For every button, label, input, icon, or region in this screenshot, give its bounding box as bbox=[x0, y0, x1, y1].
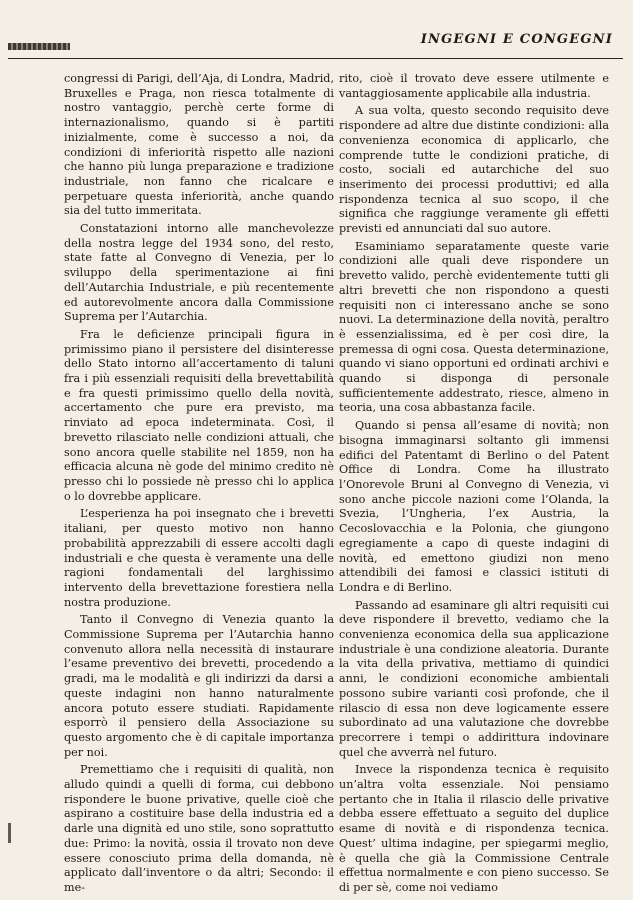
paragraph: Tanto il Convegno di Venezia quanto la Commissione Suprema per l’Autarchia hanno convenuto allora nella necessità di instaurare l’esame preventivo dei brevetti, procedendo a gradi, ma le modalità e gli indirizzi da darsi a queste indagini non hanno naturalmente ancora potuto essere studiati. Rapidamente esporrò il pensiero della Associazione su questo argomento che è di capitale importanza per noi. bbox=[64, 613, 334, 759]
paragraph: Constatazioni intorno alle manchevolezze della nostra legge del 1934 sono, del resto, state fatte al Convegno di Venezia, per lo sviluppo della sperimentazione ai fini dell’Autarchia Industriale, e più recentemente ed autorevolmente ancora dalla Commissione Suprema per l’Autarchia. bbox=[64, 222, 334, 324]
paragraph: rito, cioè il trovato deve essere utilmente e vantaggiosamente applicabile alla industria. bbox=[339, 72, 609, 100]
paragraph: Passando ad esaminare gli altri requisiti cui deve rispondere il brevetto, vediamo che la convenienza economica della sua applicazione industriale è una condizione aleatoria. Durante la vita della privativa, mettiamo di quindici anni, le condizioni economiche ambientali possono subire varianti così profonde, che il rilascio di essa non deve logicamente essere subordinato ad una valutazione che dovrebbe precorrere i tempi o addirittura indovinare quel che avverrà nel futuro. bbox=[339, 598, 609, 759]
paragraph: Invece la rispondenza tecnica è requisito un’altra volta essenziale. Noi pensiamo pertanto che in Italia il rilascio delle privative debba essere effettuato a seguito del duplice esame di novità e di rispondenza tecnica. Quest’ ultima indagine, per spiegarmi meglio, è quella che già la Commissione Centrale effettua normalmente e con pieno successo. Se di per sè, come noi vediamo bbox=[339, 763, 609, 894]
paragraph: congressi di Parigi, dell’Aja, di Londra, Madrid, Bruxelles e Praga, non riesca totalmente di nostro vantaggio, perchè certe forme di internazionalismo, quando si è partiti inizialmente, come è successo a noi, da condizioni di inferiorità rispetto alle nazioni che hanno più lunga preparazione e tradizione industriale, non fanno che ricalcare e perpetuare questa inferiorità, anche quando sia del tutto immeritata. bbox=[64, 72, 334, 218]
paragraph: Fra le deficienze principali figura in primissimo piano il persistere del disinteresse dello Stato intorno all’accertamento di taluni fra i più essenziali requisiti della brevettabilità e fra questi primissimo quello della novità, accertamento che pure era previsto, ma rinviato ad epoca indeterminata. Così, il brevetto rilasciato nelle condizioni attuali, che sono ancora quelle stabilite nel 1859, non ha efficacia alcuna nè gode del minimo credito nè presso chi lo possiede nè presso chi lo applica o lo dovrebbe applicare. bbox=[64, 327, 334, 503]
paragraph: A sua volta, questo secondo requisito deve rispondere ad altre due distinte condizioni: alla convenienza economica di applicarlo, che comprende tutte le condizioni pratiche, di costo, sociali ed autarchiche del suo inserimento dei processi produttivi; ed alla rispondenza tecnica al suo scopo, il che significa che raggiunge veramente gli effetti previsti ed annunciati dal suo autore. bbox=[339, 104, 609, 236]
margin-mark bbox=[8, 823, 11, 843]
header-rule bbox=[8, 58, 623, 59]
left-column bbox=[64, 72, 334, 899]
header-ornament bbox=[8, 43, 70, 50]
paragraph: Quando si pensa all’esame di novità; non bisogna immaginarsi soltanto gli immensi edifici del Patentamt di Berlino o del Patent Office di Londra. Come ha illustrato l’Onorevole Bruni al Convegno di Venezia, vi sono anche piccole nazioni come l’Olanda, la Svezia, l’Ungheria, l’ex Austria, la Cecoslovacchia e la Polonia, che giungono egregiamente a capo di queste indagini di novità, ed emettono giudizi non meno attendibili dei famosi e classici istituti di Londra e di Berlino. bbox=[339, 419, 609, 594]
right-column bbox=[339, 72, 609, 899]
paragraph: Premettiamo che i requisiti di qualità, non alludo quindi a quelli di forma, cui debbono rispondere le buone privative, quelle cioè che aspirano a costituire base della industria ed a darle una dignità ed uno stile, sono soprattutto due: Primo: la novità, ossia il trovato non deve essere conosciuto prima della domanda, nè applicato dall’inventore o da altri; Secondo: il me- bbox=[64, 763, 334, 894]
paragraph: Esaminiamo separatamente queste varie condizioni alle quali deve rispondere un brevetto valido, perchè evidentemente tutti gli altri brevetti che non rispondono a questi requisiti non ci interessano anche se sono nuovi. La determinazione della novità, peraltro è essenzialissima, ed è per così dire, la premessa di ogni cosa. Questa determinazione, quando vi siano opportuni ed ordinati archivi e quando si disponga di personale sufficientemente addestrato, riesce, almeno in teoria, una cosa abbastanza facile. bbox=[339, 239, 609, 415]
paragraph: L’esperienza ha poi insegnato che i brevetti italiani, per questo motivo non hanno probabilità apprezzabili di essere accolti dagli industriali e che questa è veramente una delle ragioni fondamentali del larghissimo intervento della brevettazione forestiera nella nostra produzione. bbox=[64, 507, 334, 609]
running-title: INGEGNI E CONGEGNI bbox=[420, 32, 613, 47]
